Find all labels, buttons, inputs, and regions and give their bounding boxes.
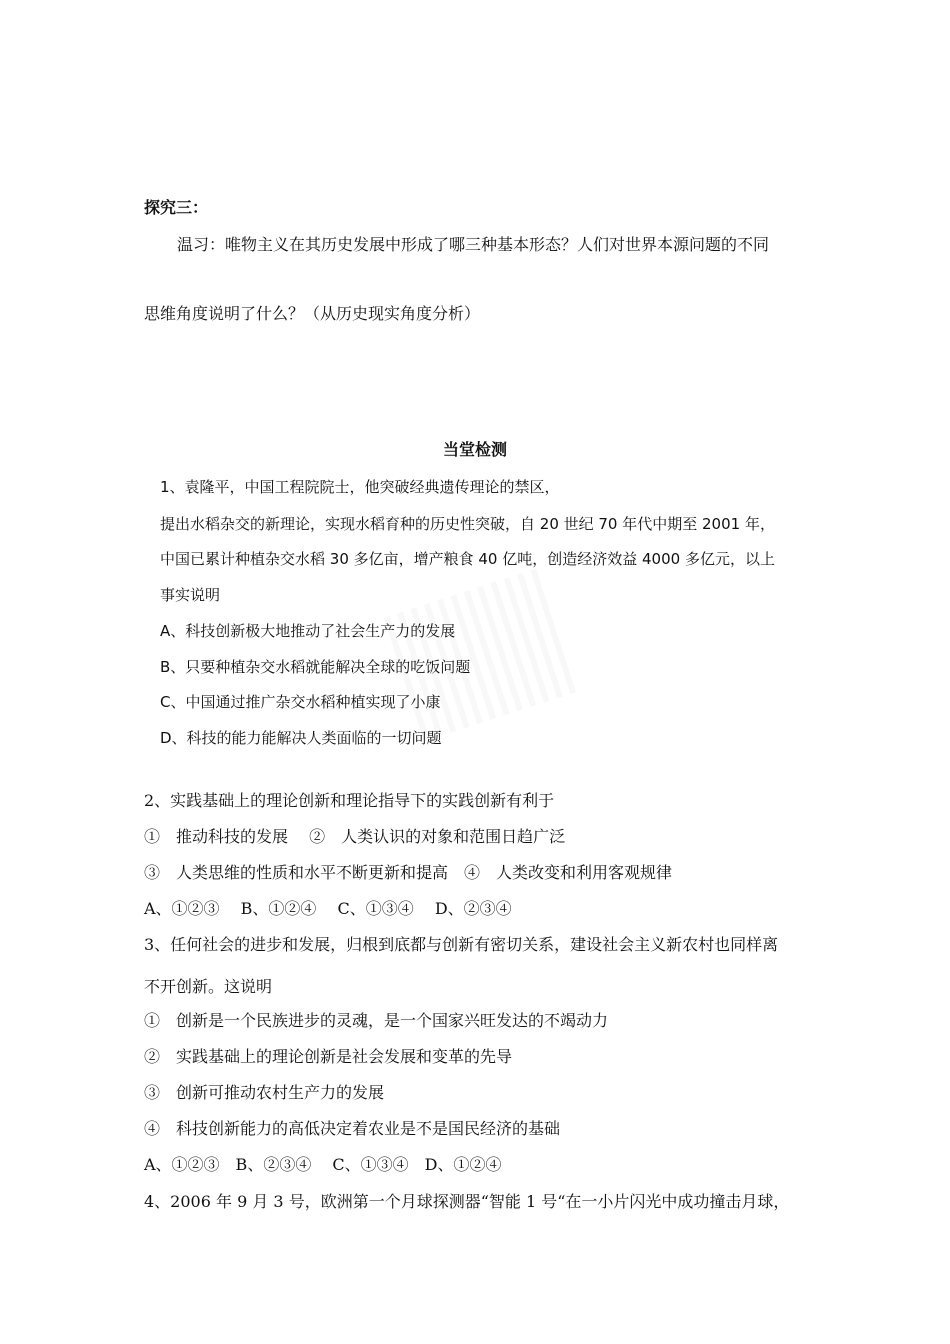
q1-stem-line: 中国已累计种植杂交水稻 30 多亿亩，增产粮食 40 亿吨，创造经济效益 4000 多亿元，以上 [160, 550, 775, 568]
q2-stem: 2、实践基础上的理论创新和理论指导下的实践创新有利于 [144, 791, 555, 810]
q3-item: ② 实践基础上的理论创新是社会发展和变革的先导 [144, 1047, 513, 1066]
q4-stem: 4、2006 年 9 月 3 号，欧洲第一个月球探测器“智能 1 号“在一小片闪光中成功撞击月球， [144, 1192, 790, 1211]
q3-choices: A、①②③ B、②③④ C、①③④ D、①②④ [144, 1155, 502, 1174]
q2-items: ① 推动科技的发展 ② 人类认识的对象和范围日趋广泛 [144, 827, 566, 846]
q1-stem-line: 事实说明 [160, 586, 221, 604]
watermark [384, 568, 576, 741]
q3-item: ④ 科技创新能力的高低决定着农业是不是国民经济的基础 [144, 1119, 561, 1138]
q1-stem-line: 提出水稻杂交的新理论，实现水稻育种的历史性突破，自 20 世纪 70 年代中期至 2001 年， [160, 515, 775, 533]
q1-stem-line: 1、袁隆平，中国工程院院士，他突破经典遗传理论的禁区， [160, 478, 560, 496]
q3-stem: 不开创新。这说明 [144, 977, 273, 996]
q3-item: ① 创新是一个民族进步的灵魂，是一个国家兴旺发达的不竭动力 [144, 1011, 609, 1030]
test-title: 当堂检测 [443, 440, 508, 459]
q2-items: ③ 人类思维的性质和水平不断更新和提高 ④ 人类改变和利用客观规律 [144, 863, 673, 882]
q1-option-b: B、只要种植杂交水稻就能解决全球的吃饭问题 [160, 658, 471, 676]
q1-option-c: C、中国通过推广杂交水稻种植实现了小康 [160, 693, 441, 711]
q3-item: ③ 创新可推动农村生产力的发展 [144, 1083, 385, 1102]
question-line: 温习：唯物主义在其历史发展中形成了哪三种基本形态？人们对世界本源问题的不同 [177, 235, 770, 254]
q3-stem: 3、任何社会的进步和发展，归根到底都与创新有密切关系，建设社会主义新农村也同样离 [144, 935, 779, 954]
section-heading: 探究三： [144, 198, 209, 217]
q2-choices: A、①②③ B、①②④ C、①③④ D、②③④ [144, 899, 512, 918]
question-line: 思维角度说明了什么？（从历史现实角度分析） [144, 304, 481, 323]
q1-option-d: D、科技的能力能解决人类面临的一切问题 [160, 729, 442, 747]
q1-option-a: A、科技创新极大地推动了社会生产力的发展 [160, 622, 456, 640]
